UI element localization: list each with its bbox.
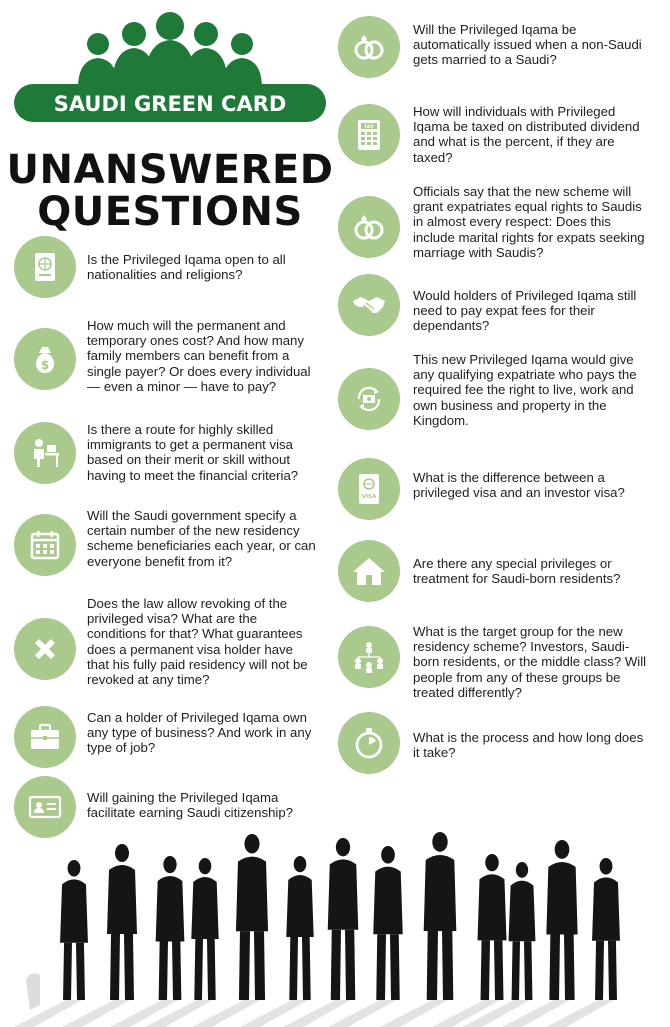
visa-label: VISA: [361, 494, 377, 500]
handshake-icon: [338, 274, 400, 336]
money-cycle-icon: [338, 368, 400, 430]
person-silhouette: [107, 844, 137, 1000]
person-silhouette: [286, 856, 313, 1000]
headline-line-1: UNANSWERED: [6, 147, 334, 193]
cross-icon: [14, 618, 76, 680]
person-silhouette: [478, 854, 507, 1000]
question-text: Is there a route for highly skilled immigrants to get a permanent visa based on their merit or skill without having to meet the financial criteria?: [87, 422, 299, 483]
person-silhouette: [424, 832, 457, 1000]
question-text: How will individuals with Privileged Iqama be taxed on distributed dividend and what is the percent, if they are taxed?: [413, 104, 640, 165]
person-silhouette: [191, 858, 218, 1000]
passport-visa-icon: [14, 236, 76, 298]
person-silhouette: [236, 834, 268, 1000]
calendar-icon: [14, 514, 76, 576]
saudi-green-card-logo: [12, 8, 328, 126]
person-silhouette: [156, 856, 185, 1000]
question-text: Officials say that the new scheme will grant expatriates equal rights to Saudis in almost every respect: Does this include marital rights for expats seeking marriage with Saudis?: [413, 184, 645, 260]
wedding-rings-icon: [338, 16, 400, 78]
person-silhouette: [592, 858, 620, 1000]
question-text: Would holders of Privileged Iqama still need to pay expat fees for their dependants?: [413, 288, 637, 334]
question-text: How much will the permanent and temporary ones cost? And how many family members can benefit from a single payer? Or does every individual — even a minor — have to pay?: [87, 318, 311, 394]
question-text: Will the Saudi government specify a certain number of the new residency scheme beneficiaries each year, or can everyone benefit from it?: [87, 508, 316, 569]
wedding-rings-icon: [338, 196, 400, 258]
question-text: Can a holder of Privileged Iqama own any type of business? And work in any type of job?: [87, 710, 312, 756]
person-silhouette: [546, 840, 577, 1000]
question-text: What is the target group for the new residency scheme? Investors, Saudi-born residents, or the middle class? Will people from any of these groups be treated differently?: [413, 624, 647, 700]
org-chart-icon: [338, 626, 400, 688]
crowd-silhouette-image: [0, 820, 670, 1027]
money-bag-icon: [14, 328, 76, 390]
person-silhouette: [328, 838, 359, 1000]
tax-label: TAX: [364, 125, 374, 130]
logo-text: SAUDI GREEN CARD: [53, 92, 287, 116]
person-silhouette: [509, 862, 536, 1000]
logo-people-silhouettes: [78, 12, 262, 88]
question-text: What is the difference between a privileged visa and an investor visa?: [413, 470, 625, 501]
person-at-desk-icon: [14, 422, 76, 484]
question-text: This new Privileged Iqama would give any qualifying expatriate who pays the required fee the right to live, work and own business and property in the Kingdom.: [413, 352, 637, 428]
visa-passport-icon: [338, 458, 400, 520]
person-silhouette: [60, 860, 88, 1000]
svg-text:$: $: [40, 358, 50, 372]
house-icon: [338, 540, 400, 602]
question-text: Will the Privileged Iqama be automatically issued when a non-Saudi gets married to a Saudi?: [413, 22, 642, 68]
question-text: Does the law allow revoking of the privileged visa? What are the conditions for that? What guarantees does a permanent visa holder have that his fully paid residency will not be revoked at any time?: [87, 596, 308, 688]
question-text: Will gaining the Privileged Iqama facilitate earning Saudi citizenship?: [87, 790, 293, 821]
person-silhouette: [373, 846, 402, 1000]
question-text: What is the process and how long does it take?: [413, 730, 644, 761]
stopwatch-icon: [338, 712, 400, 774]
headline-line-2: QUESTIONS: [37, 189, 303, 235]
briefcase-icon: [14, 706, 76, 768]
tax-calculator-icon: [338, 104, 400, 166]
question-text: Are there any special privileges or treatment for Saudi-born residents?: [413, 556, 621, 587]
question-text: Is the Privileged Iqama open to all nationalities and religions?: [87, 252, 286, 283]
